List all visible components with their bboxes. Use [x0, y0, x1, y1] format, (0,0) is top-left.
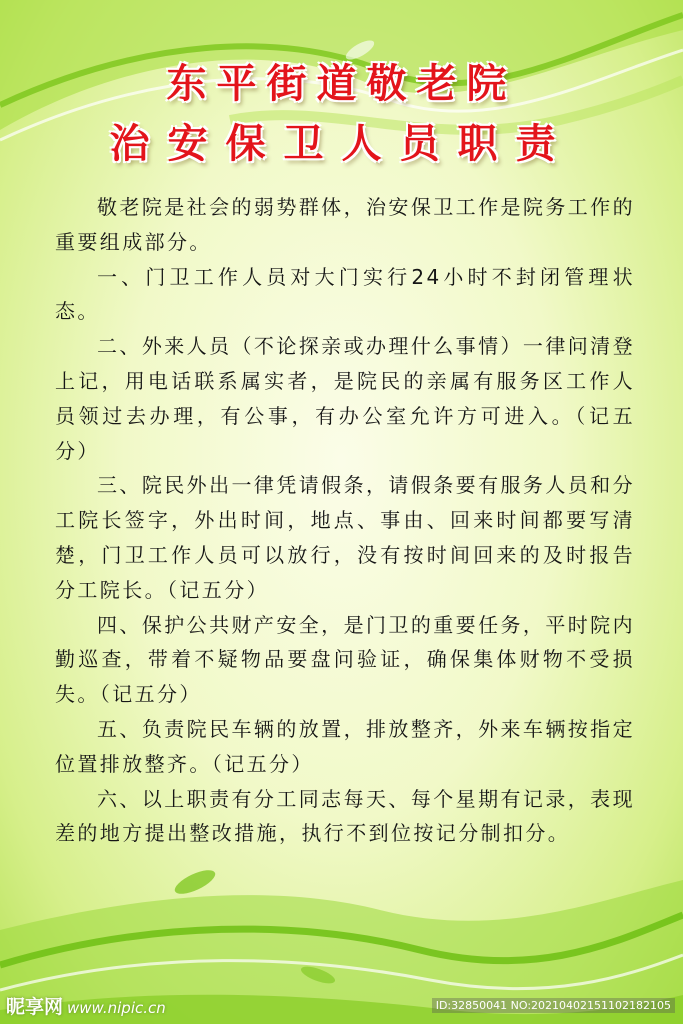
- watermark-brand: [6, 992, 166, 1019]
- paragraph-item-3: 三、院民外出一律凭请假条，请假条要有服务人员和分工院长签字，外出时间，地点、事由、回来时间都要写清楚，门卫工作人员可以放行，没有按时间回来的及时报告分工院长。（记五分）: [55, 473, 635, 602]
- paragraph-item-6: 六、以上职责有分工同志每天、每个星期有记录，表现差的地方提出整改措施，执行不到位按记分制扣分。: [55, 786, 635, 846]
- title-line-2: 治安保卫人员职责: [109, 121, 574, 167]
- paragraph-item-5: 五、负责院民车辆的放置，排放整齐，外来车辆按指定位置排放整齐。（记五分）: [55, 716, 635, 776]
- watermark-brand-name: 昵享网: [6, 996, 64, 1018]
- title-line-1: 东平街道敬老院: [166, 61, 517, 107]
- duty-text: [55, 190, 635, 851]
- watermark-url: www.nipic.cn: [67, 999, 166, 1017]
- paragraph-item-2: 二、外来人员（不论探亲或办理什么事情）一律问清登上记，用电话联系属实者，是院民的亲属有服务区工作人员领过去办理，有公事，有办公室允许方可进入。（记五分）: [55, 334, 635, 463]
- watermark-id: ID:32850041 NO:20210402151102182105: [432, 998, 675, 1013]
- paragraph-item-4: 四、保护公共财产安全，是门卫的重要任务，平时院内勤巡查，带着不疑物品要盘问验证，确保集体财物不受损失。（记五分）: [55, 612, 635, 707]
- paragraph-intro: 敬老院是社会的弱势群体，治安保卫工作是院务工作的重要组成部分。: [55, 195, 635, 254]
- paragraph-item-1: 一、门卫工作人员对大门实行24小时不封闭管理状态。: [55, 264, 635, 324]
